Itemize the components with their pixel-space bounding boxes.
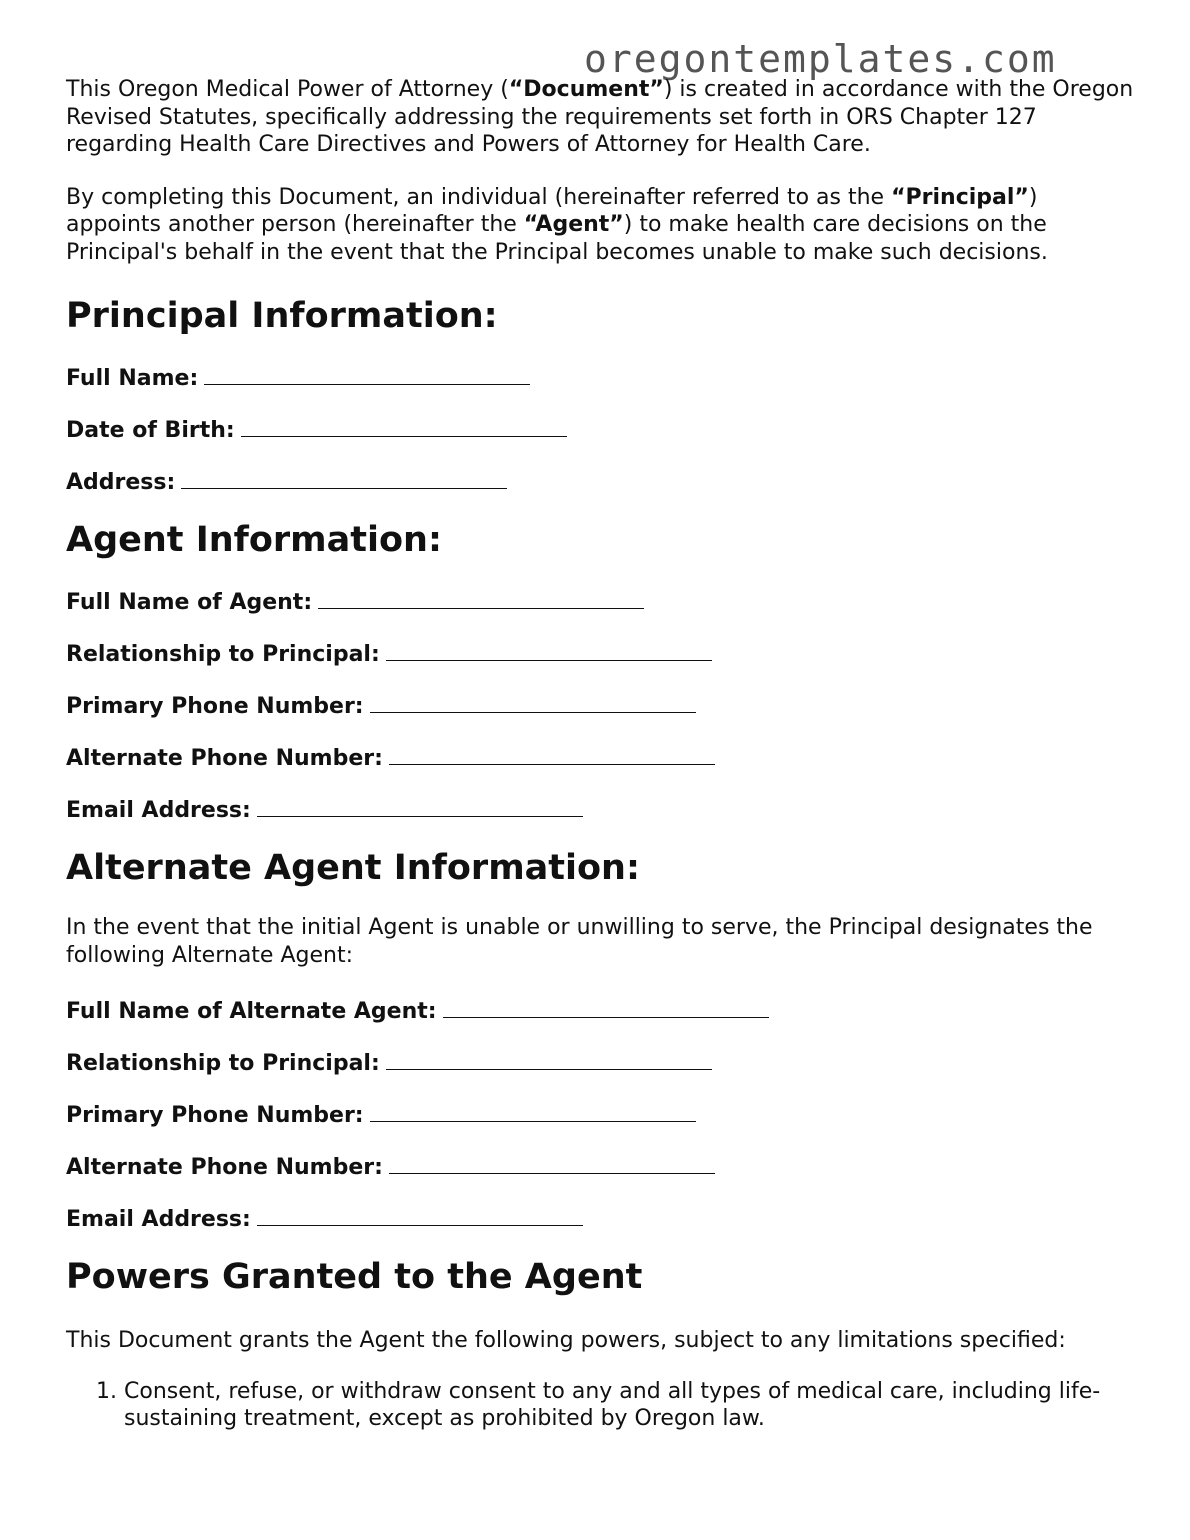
alt-agent-alternate-phone-field (66, 1153, 1136, 1181)
agent-email-field (66, 796, 1136, 824)
agent-email-line[interactable] (257, 796, 583, 817)
agent-relationship-line[interactable] (386, 640, 712, 661)
agent-alternate-phone-field (66, 744, 1136, 772)
principal-dob-line[interactable] (241, 416, 567, 437)
field-label: Email Address: (66, 1207, 251, 1232)
powers-list (66, 1378, 1136, 1433)
powers-intro: This Document grants the Agent the following powers, subject to any limitations specified: (66, 1328, 1066, 1353)
principal-address-line[interactable] (181, 468, 507, 489)
field-label: Relationship to Principal: (66, 642, 380, 667)
agent-full-name-field (66, 588, 1136, 616)
alternate-agent-heading: Alternate Agent Information: (66, 848, 640, 888)
alt-agent-email-line[interactable] (257, 1205, 583, 1226)
field-label: Alternate Phone Number: (66, 746, 383, 771)
field-label: Relationship to Principal: (66, 1051, 380, 1076)
alt-agent-primary-phone-field (66, 1101, 1136, 1129)
alt-agent-relationship-field (66, 1049, 1136, 1077)
intro-text: ) to make health care decisions on the Principal's behalf in the event that the Principal becomes unable to make such decisions. (66, 212, 1048, 265)
principal-full-name-field (66, 364, 1136, 392)
powers-heading: Powers Granted to the Agent (66, 1257, 643, 1297)
alternate-agent-intro: In the event that the initial Agent is unable or unwilling to serve, the Principal designates the following Alternate Agent: (66, 915, 1093, 968)
agent-full-name-line[interactable] (318, 588, 644, 609)
intro-text: By completing this Document, an individual (hereinafter referred to as the (66, 184, 892, 210)
field-label: Full Name of Agent: (66, 590, 313, 615)
field-label: Full Name: (66, 366, 199, 391)
agent-heading: Agent Information: (66, 520, 442, 560)
principal-address-field (66, 468, 1136, 496)
principal-dob-field (66, 416, 1136, 444)
principal-term: “Principal” (891, 184, 1029, 210)
powers-list-item: 1. Consent, refuse, or withdraw consent to any and all types of medical care, including life-sustaining treatment, except as prohibited by Oregon law. (124, 1378, 1136, 1433)
alt-agent-alternate-phone-line[interactable] (389, 1153, 715, 1174)
intro-paragraph-1 (66, 76, 1136, 159)
principal-full-name-line[interactable] (204, 364, 530, 385)
field-label: Address: (66, 470, 176, 495)
intro-text: ) appoints another person (hereinafter the (66, 184, 1038, 237)
field-label: Email Address: (66, 798, 251, 823)
intro-text: This Oregon Medical Power of Attorney ( (66, 77, 509, 102)
alt-agent-email-field (66, 1205, 1136, 1233)
agent-primary-phone-field (66, 692, 1136, 720)
alt-agent-primary-phone-line[interactable] (370, 1101, 696, 1122)
intro-text: ) is created in accordance with the Oregon Revised Statutes, specifically addressing the requirements set forth in ORS Chapter 127 regarding Health Care Directives and Powers of Attorney for Health Care. (66, 77, 1134, 157)
watermark: oregontemplates.com (584, 37, 1057, 81)
document-body (66, 76, 1136, 1433)
intro-paragraph-2 (66, 184, 1136, 267)
alt-agent-full-name-line[interactable] (443, 997, 769, 1018)
principal-heading: Principal Information: (66, 296, 498, 336)
agent-alternate-phone-line[interactable] (389, 744, 715, 765)
agent-primary-phone-line[interactable] (370, 692, 696, 713)
field-label: Primary Phone Number: (66, 1103, 364, 1128)
field-label: Primary Phone Number: (66, 694, 364, 719)
document-term: “Document” (508, 77, 664, 102)
agent-term: “Agent” (523, 212, 624, 237)
field-label: Date of Birth: (66, 418, 235, 443)
agent-relationship-field (66, 640, 1136, 668)
alt-agent-relationship-line[interactable] (386, 1049, 712, 1070)
field-label: Full Name of Alternate Agent: (66, 999, 437, 1024)
alt-agent-full-name-field (66, 997, 1136, 1025)
field-label: Alternate Phone Number: (66, 1155, 383, 1180)
